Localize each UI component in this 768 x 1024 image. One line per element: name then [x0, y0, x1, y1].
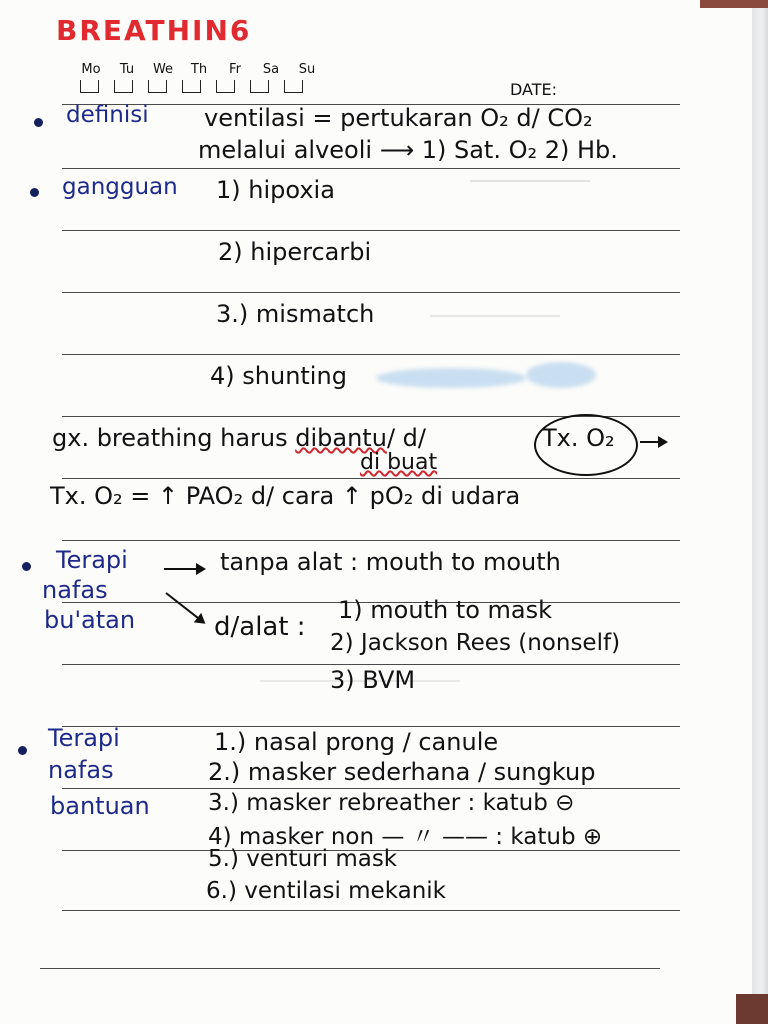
terapi-buatan-item: 1) mouth to mask	[338, 596, 552, 624]
ruled-line	[62, 230, 680, 231]
ruled-line	[62, 726, 680, 727]
bleed-through-mark	[430, 315, 560, 317]
gx-tx-o2: Tx. O₂	[542, 424, 615, 452]
ruled-line	[62, 292, 680, 293]
weekday-checkbox[interactable]	[216, 80, 235, 93]
gx-dibuat: di buat	[360, 450, 438, 475]
weekday-checkbox[interactable]	[148, 80, 167, 93]
gx-line-1	[52, 424, 426, 452]
highlighter-smudge	[376, 368, 526, 388]
bullet-dot	[30, 188, 39, 197]
terapi-bantuan-label: bantuan	[50, 792, 150, 820]
terapi-buatan-label: nafas	[42, 576, 108, 604]
weekday-labels	[78, 62, 320, 77]
terapi-buatan-label: bu'atan	[44, 606, 136, 634]
weekday-checkboxes	[80, 80, 303, 93]
terapi-bantuan-label: Terapi	[48, 724, 120, 752]
weekday-checkbox[interactable]	[114, 80, 133, 93]
gangguan-item: 1) hipoxia	[216, 176, 335, 204]
gx-line-2: Tx. O₂ = ↑ PAO₂ d/ cara ↑ pO₂ di udara	[50, 482, 521, 510]
ruled-line	[62, 540, 680, 541]
ruled-line	[62, 478, 680, 479]
terapi-dengan-alat: d/alat :	[214, 612, 306, 642]
terapi-buatan-item: 3) BVM	[330, 666, 416, 694]
ruled-line	[62, 910, 680, 911]
gangguan-label: gangguan	[62, 174, 178, 200]
weekday-label: Su	[298, 62, 316, 77]
corner-mark-bottom	[736, 994, 768, 1024]
gx-text: gx. breathing harus	[52, 424, 288, 452]
definisi-line-2: melalui alveoli ⟶ 1) Sat. O₂ 2) Hb.	[198, 136, 618, 164]
weekday-label: Th	[190, 62, 208, 77]
terapi-bantuan-item: 4) masker non — 〃 —— : katub ⊕	[208, 824, 603, 850]
bullet-dot	[18, 746, 27, 755]
page-title: BREATHIN6	[56, 14, 252, 47]
terapi-bantuan-item: 5.) venturi mask	[208, 846, 398, 872]
weekday-checkbox[interactable]	[182, 80, 201, 93]
bleed-through-mark	[470, 180, 590, 182]
terapi-buatan-item: 2) Jackson Rees (nonself)	[330, 630, 621, 656]
weekday-checkbox[interactable]	[80, 80, 99, 93]
gx-dibantu: dibantu	[295, 424, 387, 452]
terapi-bantuan-item: 6.) ventilasi mekanik	[206, 878, 446, 904]
bullet-dot	[34, 118, 43, 127]
gx-dl: / d/	[386, 424, 426, 452]
terapi-tanpa-alat: tanpa alat : mouth to mouth	[220, 548, 561, 576]
ruled-line	[40, 968, 660, 969]
ruled-line	[62, 664, 680, 665]
arrow-right-icon	[164, 568, 204, 570]
weekday-label: Fr	[229, 62, 241, 77]
gangguan-item: 3.) mismatch	[216, 300, 375, 328]
weekday-label: Sa	[262, 62, 280, 77]
gangguan-item: 4) shunting	[210, 362, 347, 390]
weekday-checkbox[interactable]	[250, 80, 269, 93]
terapi-bantuan-item: 2.) masker sederhana / sungkup	[208, 758, 596, 786]
definisi-line-1: ventilasi = pertukaran O₂ d/ CO₂	[204, 104, 593, 132]
weekday-checkbox[interactable]	[284, 80, 303, 93]
bullet-dot	[22, 562, 31, 571]
ruled-line	[62, 168, 680, 169]
gangguan-item: 2) hipercarbi	[218, 238, 372, 266]
terapi-bantuan-item: 1.) nasal prong / canule	[214, 728, 499, 756]
terapi-buatan-label: Terapi	[56, 546, 128, 574]
weekday-label: Tu	[119, 62, 135, 77]
corner-mark-top	[700, 0, 768, 8]
terapi-bantuan-item: 3.) masker rebreather : katub ⊖	[208, 790, 575, 816]
weekday-label: Mo	[81, 62, 101, 77]
ruled-line	[62, 354, 680, 355]
highlighter-smudge	[526, 362, 596, 388]
ruled-line	[62, 788, 680, 789]
date-label: DATE:	[510, 80, 558, 99]
definisi-label: definisi	[66, 102, 149, 128]
arrow-right-icon	[640, 441, 666, 443]
page-edge	[752, 0, 768, 1024]
terapi-bantuan-label: nafas	[48, 756, 114, 784]
weekday-label: We	[152, 62, 174, 77]
